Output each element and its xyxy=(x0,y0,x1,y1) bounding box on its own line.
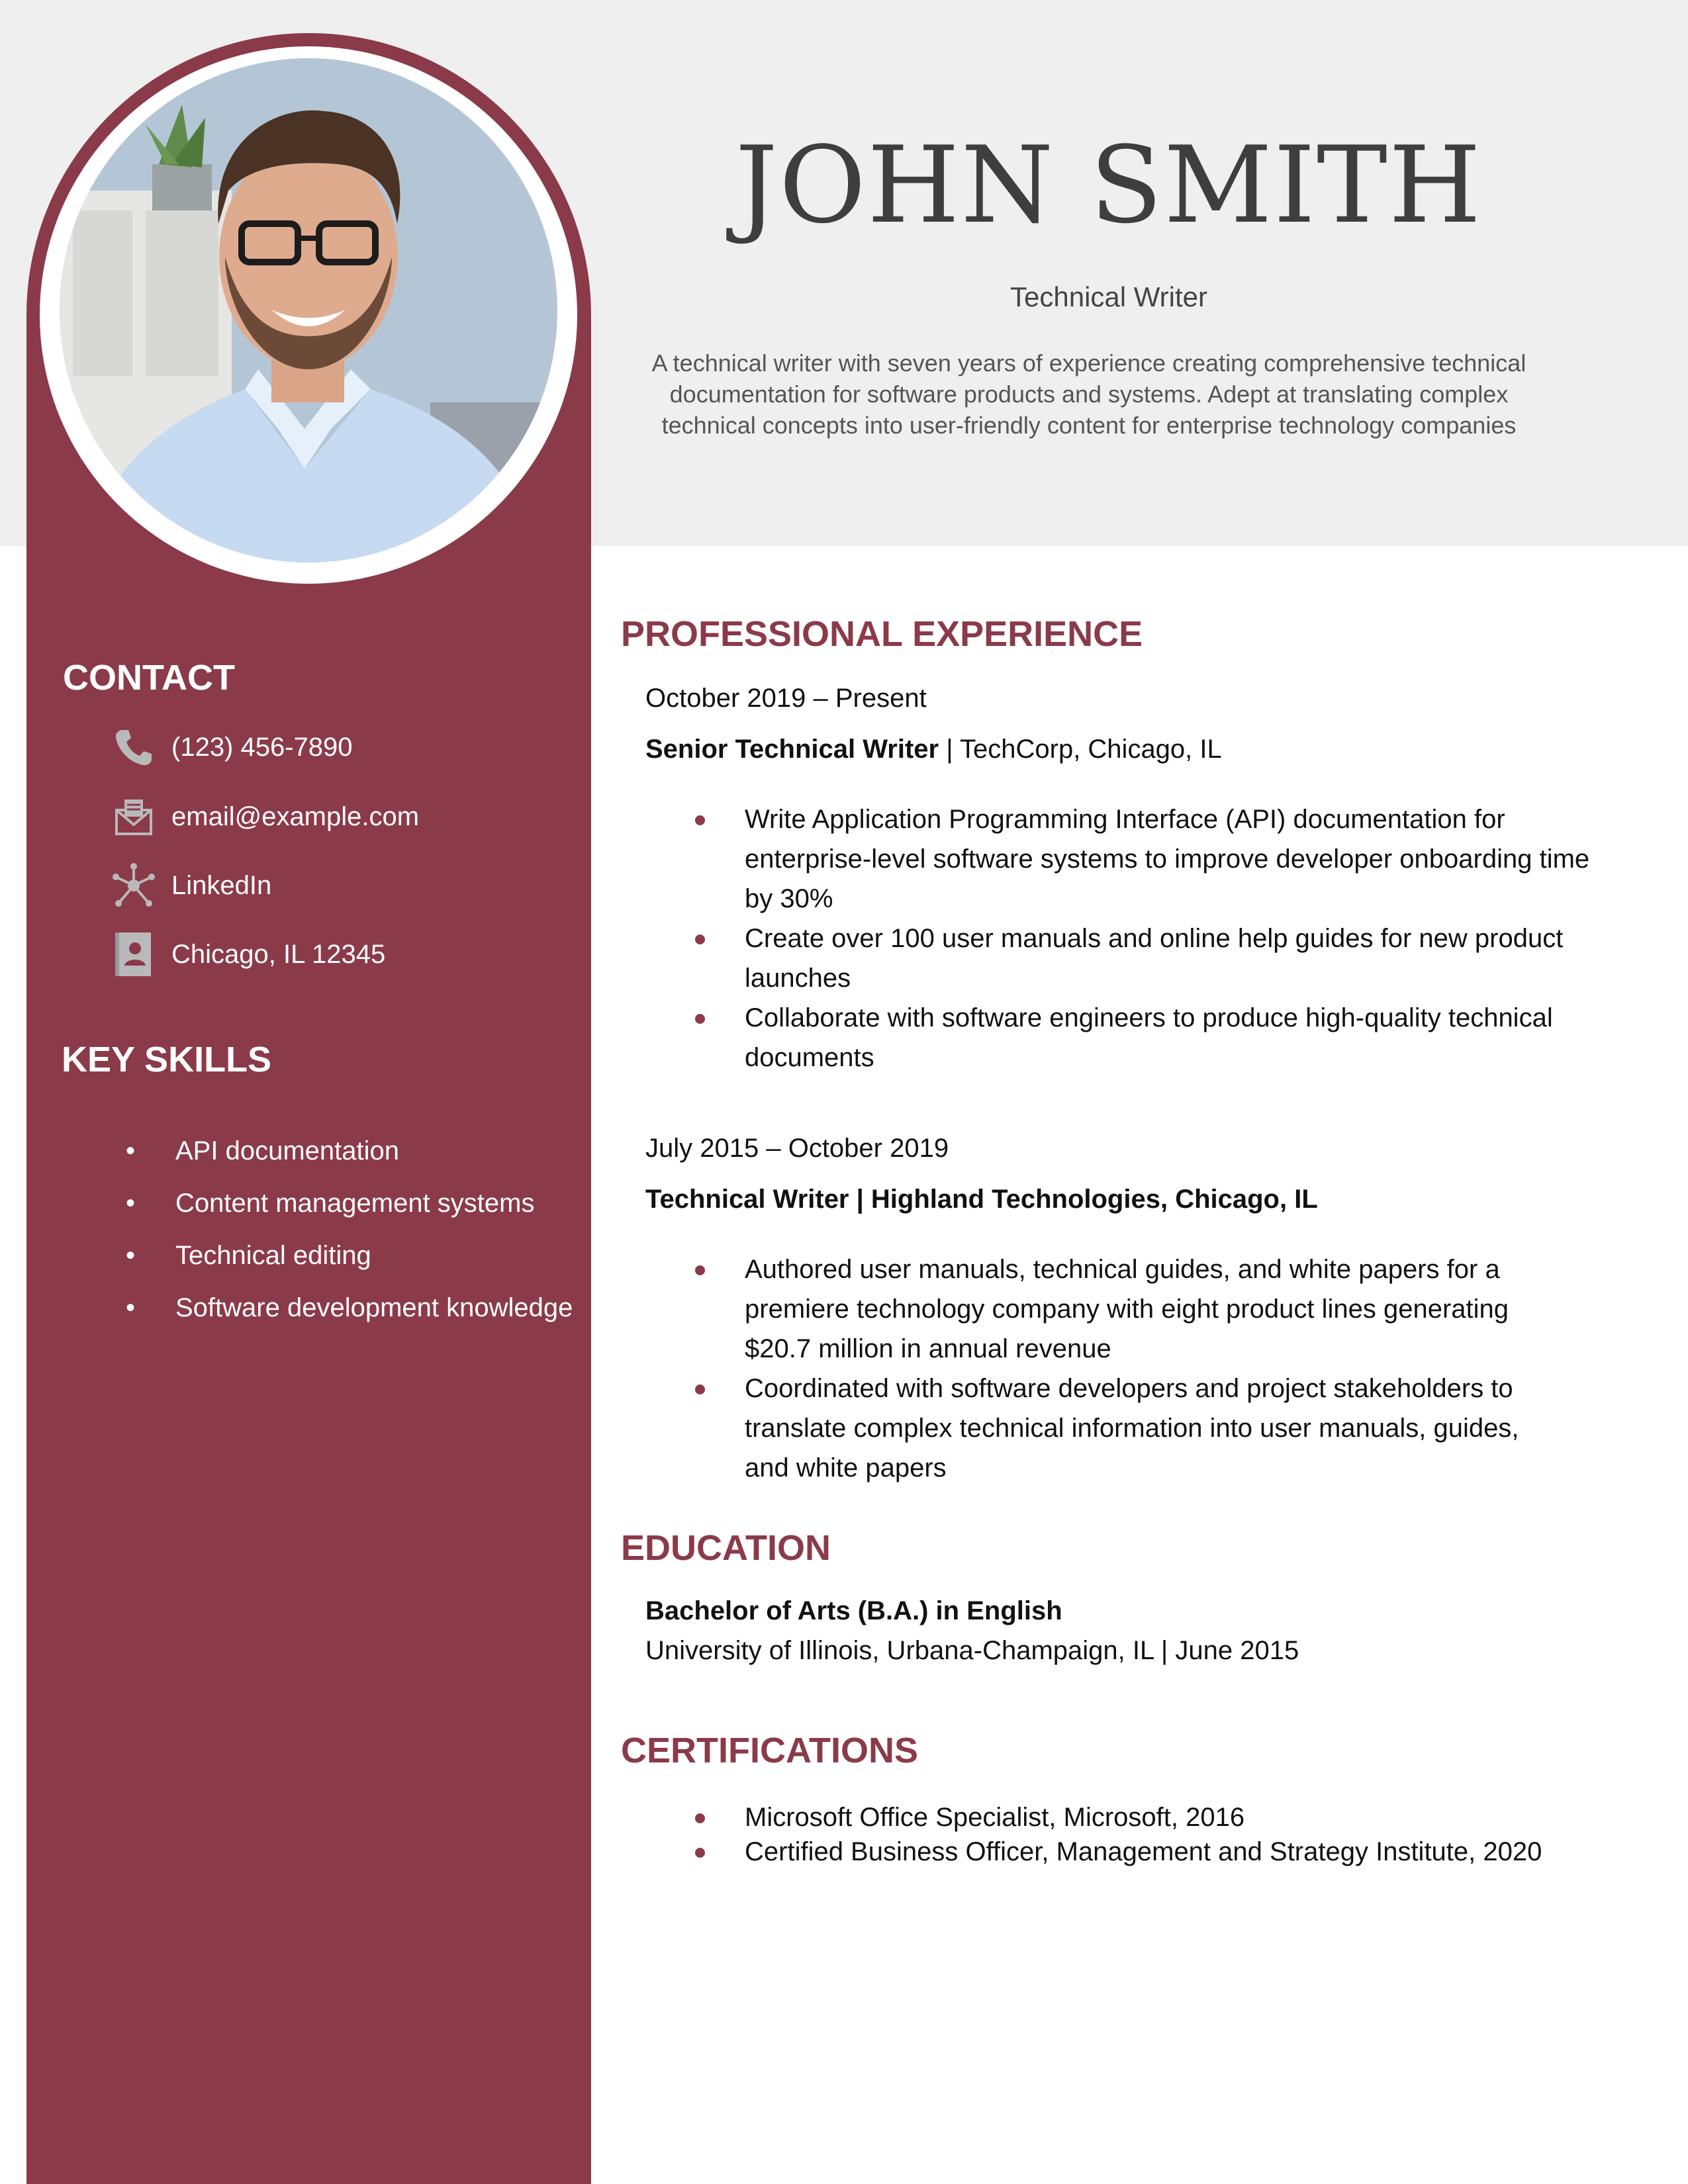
skill-item: • Content management systems xyxy=(126,1177,576,1230)
certification-item: Microsoft Office Specialist, Microsoft, 2016 xyxy=(695,1800,1556,1835)
job-bullet: Write Application Programming Interface (API) documentation for enterprise-level software systems to improve developer onboarding time by 30% xyxy=(695,799,1622,919)
profile-summary: A technical writer with seven years of experience creating comprehensive technical documentation for software products and systems. Adept at translating complex technical concepts into user-friendly content for enterprise technology companies xyxy=(651,349,1526,439)
experience-heading: PROFESSIONAL EXPERIENCE xyxy=(621,614,1143,654)
address-book-icon xyxy=(109,930,158,979)
job-bullet: Create over 100 user manuals and online help guides for new product launches xyxy=(695,919,1622,998)
key-skills-heading: KEY SKILLS xyxy=(62,1040,272,1079)
certification-item: Certified Business Officer, Management and Strategy Institute, 2020 xyxy=(695,1835,1556,1869)
job-bullet: Collaborate with software engineers to produce high-quality technical documents xyxy=(695,998,1622,1077)
job-1-role xyxy=(645,735,1222,764)
phone-icon xyxy=(109,723,158,772)
network-icon xyxy=(109,861,158,910)
contact-address xyxy=(109,931,385,978)
certifications-list xyxy=(695,1800,1556,1869)
job-2-role: Technical Writer | Highland Technologies, Chicago, IL xyxy=(645,1185,1318,1214)
education-heading: EDUCATION xyxy=(621,1528,831,1568)
contact-address-text: Chicago, IL 12345 xyxy=(171,939,386,969)
job-1-title: Senior Technical Writer xyxy=(645,735,939,764)
candidate-name: JOHN SMITH xyxy=(735,123,1483,247)
email-icon xyxy=(109,792,158,841)
skill-item: • API documentation xyxy=(126,1125,576,1177)
education-degree: Bachelor of Arts (B.A.) in English xyxy=(645,1596,1062,1625)
certifications-heading: CERTIFICATIONS xyxy=(621,1731,918,1770)
job-1-dates: October 2019 – Present xyxy=(645,684,927,713)
job-2-bullets xyxy=(695,1250,1556,1488)
contact-phone xyxy=(109,724,353,770)
education-school: University of Illinois, Urbana-Champaign, IL | June 2015 xyxy=(645,1636,1299,1665)
job-1-company: TechCorp, Chicago, IL xyxy=(960,735,1222,764)
contact-phone-text: (123) 456-7890 xyxy=(171,732,353,762)
contact-email-text[interactable]: email@example.com xyxy=(171,801,420,831)
job-2-dates: July 2015 – October 2019 xyxy=(645,1134,949,1163)
skill-item: • Technical editing xyxy=(126,1230,576,1282)
job-1-bullets xyxy=(695,799,1622,1077)
job-bullet: Authored user manuals, technical guides, and white papers for a premiere technology company with eight product lines generating $20.7 million in annual revenue xyxy=(695,1250,1556,1369)
contact-linkedin-text[interactable]: LinkedIn xyxy=(171,870,272,900)
contact-email[interactable] xyxy=(109,794,419,840)
skill-item: • Software development knowledge xyxy=(126,1282,576,1334)
profile-photo xyxy=(60,58,557,563)
job-bullet: Coordinated with software developers and project stakeholders to translate complex technical information into user manuals, guides, and white papers xyxy=(695,1369,1556,1488)
skills-list xyxy=(126,1125,576,1334)
job-1-separator: | xyxy=(939,735,960,764)
contact-heading: CONTACT xyxy=(63,658,235,698)
candidate-title: Technical Writer xyxy=(1010,281,1207,312)
contact-linkedin[interactable] xyxy=(109,862,271,909)
